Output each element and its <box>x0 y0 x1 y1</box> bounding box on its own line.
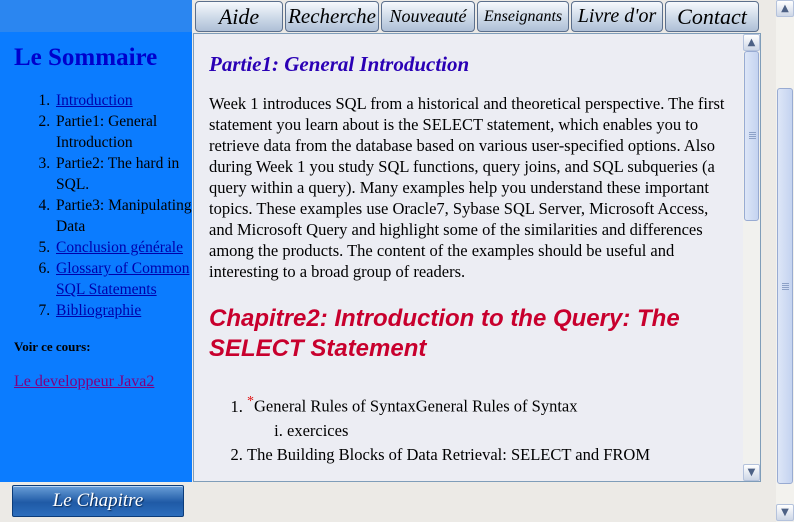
toc-text-partie1: Partie1: General Introduction <box>56 113 158 151</box>
window-scroll-thumb[interactable] <box>777 88 793 484</box>
window-scroll-up-arrow-icon[interactable]: ▲ <box>776 0 794 17</box>
sidebar-toc <box>14 90 192 321</box>
sidebar <box>0 32 192 482</box>
chapter-title: Chapitre2: Introduction to the Query: The SELECT Statement <box>209 305 680 362</box>
scroll-thumb[interactable] <box>744 51 759 221</box>
toc-item-partie3 <box>54 195 192 237</box>
voir-cours-label: Voir ce cours: <box>14 339 91 354</box>
nav-button-nouveaute[interactable]: Nouveauté <box>381 1 475 32</box>
content-scrollbar[interactable] <box>743 34 760 481</box>
toc-item-introduction <box>54 90 192 111</box>
top-navigation <box>193 0 761 33</box>
toc-item-glossary <box>54 258 192 300</box>
top-left-strip <box>0 0 192 32</box>
scroll-up-arrow-icon[interactable]: ▲ <box>743 34 760 51</box>
toc-item-partie1 <box>54 111 192 153</box>
content-frame <box>193 33 761 482</box>
nav-button-livre-dor[interactable]: Livre d'or <box>571 1 663 32</box>
sub-list-item[interactable]: i. exercices <box>287 419 729 443</box>
list-item-text[interactable]: General Rules of SyntaxGeneral Rules of Syntax <box>254 396 578 416</box>
window-scroll-down-arrow-icon[interactable]: ▼ <box>776 504 794 521</box>
toc-link-bibliographie[interactable]: Bibliographie <box>56 302 142 319</box>
chapitre-button[interactable]: Le Chapitre <box>12 485 184 517</box>
nav-button-aide[interactable]: Aide <box>195 1 283 32</box>
list-item[interactable]: 2. The Building Blocks of Data Retrieval: SELECT and FROM <box>247 443 729 467</box>
new-star-icon: * <box>247 394 254 409</box>
intro-paragraph: Week 1 introduces SQL from a historical and theoretical perspective. The first statement you learn about is the SELECT statement, which enables you to retrieve data from the database based on various user-specified options. Also during Week 1 you study SQL functions, query joins, and SQL subqueries (a query within a query). Many examples help you understand these important topics. These examples use Oracle7, Sybase SQL Server, Microsoft Access, and Microsoft Query and highlight some of the similarities and differences among the products. The content of the examples should be useful and interesting to a broad group of readers. <box>209 94 725 281</box>
toc-text-partie2: Partie2: The hard in SQL. <box>56 155 180 193</box>
content-body <box>209 34 729 467</box>
sidebar-title: Le Sommaire <box>14 44 158 71</box>
chapter-list <box>209 390 729 467</box>
toc-item-conclusion <box>54 237 192 258</box>
toc-link-conclusion[interactable]: Conclusion générale <box>56 239 183 256</box>
toc-link-introduction[interactable]: Introduction <box>56 92 133 109</box>
list-item <box>247 390 729 443</box>
toc-item-partie2 <box>54 153 192 195</box>
toc-item-bibliographie <box>54 300 192 321</box>
scroll-down-arrow-icon[interactable]: ▼ <box>743 464 760 481</box>
nav-button-contact[interactable]: Contact <box>665 1 759 32</box>
window-scrollbar[interactable] <box>776 0 794 522</box>
nav-button-recherche[interactable]: Recherche <box>285 1 379 32</box>
toc-link-glossary[interactable]: Glossary of Common SQL Statements <box>56 260 190 298</box>
sub-list <box>247 419 729 443</box>
nav-button-enseignants[interactable]: Enseignants <box>477 1 569 32</box>
java-course-link[interactable]: Le developpeur Java2 <box>14 373 155 390</box>
section-heading: Partie1: General Introduction <box>209 52 470 76</box>
toc-text-partie3: Partie3: Manipulating Data <box>56 197 192 235</box>
